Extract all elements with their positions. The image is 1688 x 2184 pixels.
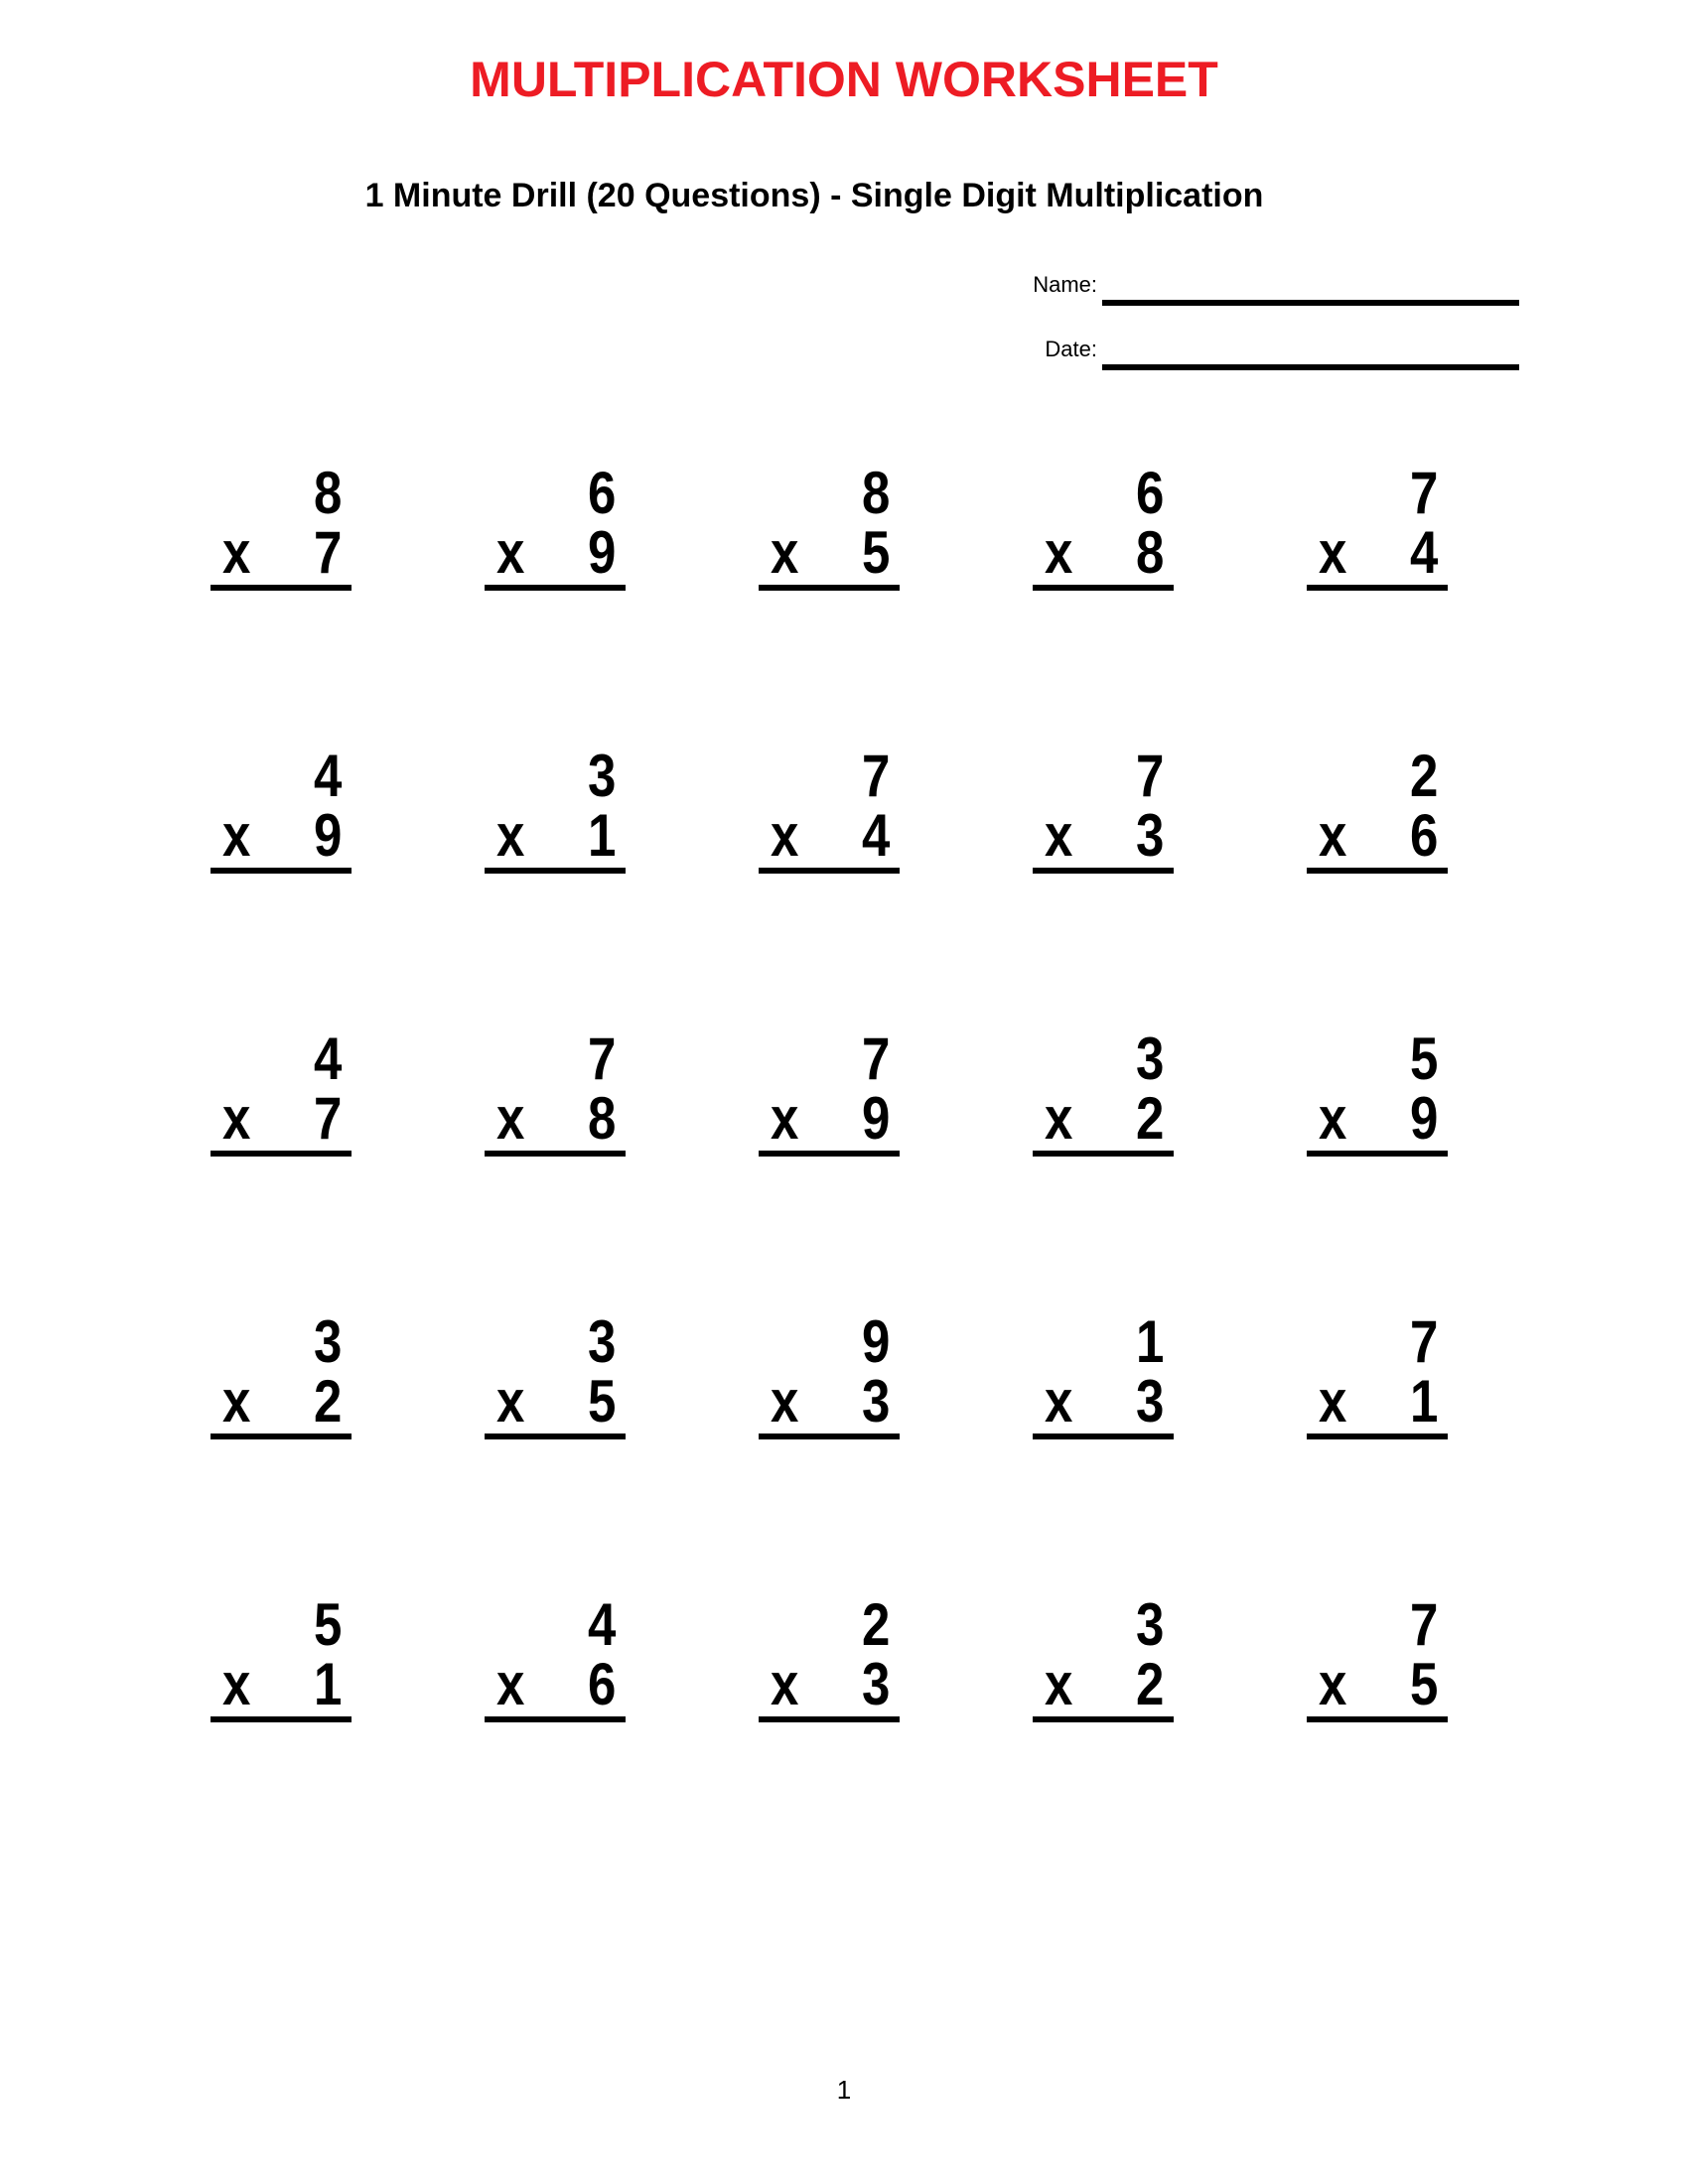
multiply-operator: x bbox=[496, 802, 525, 869]
multiplicand: 7 bbox=[1409, 1591, 1438, 1658]
multiplier: 9 bbox=[861, 1085, 890, 1152]
date-input-line bbox=[1102, 364, 1519, 370]
multiplier: 6 bbox=[587, 1651, 616, 1717]
multiply-operator: x bbox=[771, 1085, 799, 1152]
multiplier: 3 bbox=[861, 1368, 890, 1434]
multiply-operator: x bbox=[771, 1368, 799, 1434]
problem-cell bbox=[759, 1591, 900, 1722]
multiply-operator: x bbox=[1319, 519, 1347, 586]
multiplicand: 3 bbox=[587, 1308, 616, 1375]
multiplicand: 7 bbox=[861, 1025, 890, 1092]
multiplicand: 3 bbox=[587, 743, 616, 809]
multiplicand: 1 bbox=[1135, 1308, 1164, 1375]
multiplier: 9 bbox=[313, 802, 342, 869]
problem-cell bbox=[1307, 743, 1448, 874]
multiplicand: 2 bbox=[1409, 743, 1438, 809]
multiplier: 3 bbox=[1135, 802, 1164, 869]
multiplier: 8 bbox=[587, 1085, 616, 1152]
multiplier: 7 bbox=[313, 519, 342, 586]
problem-cell bbox=[1307, 1591, 1448, 1722]
problem-row bbox=[144, 1308, 1514, 1439]
multiply-operator: x bbox=[1045, 1651, 1073, 1717]
problem-cell bbox=[1307, 1308, 1448, 1439]
problem-cell bbox=[1307, 1025, 1448, 1157]
multiplier: 2 bbox=[313, 1368, 342, 1434]
multiply-operator: x bbox=[496, 1085, 525, 1152]
multiplier: 4 bbox=[861, 802, 890, 869]
multiplier: 1 bbox=[313, 1651, 342, 1717]
multiply-operator: x bbox=[496, 519, 525, 586]
multiplicand: 8 bbox=[861, 460, 890, 526]
problem-cell bbox=[1033, 460, 1174, 591]
multiplicand: 3 bbox=[1135, 1591, 1164, 1658]
multiply-operator: x bbox=[1319, 802, 1347, 869]
problem-cell bbox=[485, 1308, 626, 1439]
multiplier: 6 bbox=[1409, 802, 1438, 869]
problem-cell bbox=[1033, 743, 1174, 874]
multiplicand: 9 bbox=[861, 1308, 890, 1375]
problem-cell bbox=[759, 1025, 900, 1157]
multiply-operator: x bbox=[1045, 802, 1073, 869]
multiply-operator: x bbox=[496, 1651, 525, 1717]
name-input-line bbox=[1102, 300, 1519, 306]
multiplier: 3 bbox=[1135, 1368, 1164, 1434]
problem-cell bbox=[485, 1591, 626, 1722]
multiplicand: 5 bbox=[1409, 1025, 1438, 1092]
multiply-operator: x bbox=[222, 1368, 251, 1434]
problem-cell bbox=[759, 1308, 900, 1439]
multiplicand: 6 bbox=[587, 460, 616, 526]
multiplier: 8 bbox=[1135, 519, 1164, 586]
multiplicand: 7 bbox=[1135, 743, 1164, 809]
name-label: Name: bbox=[1033, 272, 1097, 297]
problem-cell bbox=[211, 460, 352, 591]
date-label: Date: bbox=[1045, 337, 1097, 361]
multiplicand: 7 bbox=[861, 743, 890, 809]
multiplicand: 5 bbox=[313, 1591, 342, 1658]
problem-row bbox=[144, 743, 1514, 874]
problem-cell bbox=[1033, 1308, 1174, 1439]
multiply-operator: x bbox=[771, 519, 799, 586]
problem-cell bbox=[759, 743, 900, 874]
multiplier: 7 bbox=[313, 1085, 342, 1152]
multiplicand: 4 bbox=[587, 1591, 616, 1658]
multiplier: 4 bbox=[1409, 519, 1438, 586]
multiplier: 5 bbox=[861, 519, 890, 586]
page-number: 1 bbox=[836, 2075, 852, 2105]
multiplicand: 7 bbox=[1409, 460, 1438, 526]
problem-cell bbox=[1033, 1025, 1174, 1157]
multiply-operator: x bbox=[222, 802, 251, 869]
multiplicand: 7 bbox=[587, 1025, 616, 1092]
multiplier: 1 bbox=[587, 802, 616, 869]
multiplier: 9 bbox=[1409, 1085, 1438, 1152]
problem-cell bbox=[211, 743, 352, 874]
page-title: MULTIPLICATION WORKSHEET bbox=[470, 52, 1218, 107]
multiplicand: 3 bbox=[313, 1308, 342, 1375]
multiply-operator: x bbox=[222, 519, 251, 586]
multiplier: 3 bbox=[861, 1651, 890, 1717]
multiplier: 2 bbox=[1135, 1651, 1164, 1717]
multiply-operator: x bbox=[1045, 1368, 1073, 1434]
problem-cell bbox=[1033, 1591, 1174, 1722]
multiply-operator: x bbox=[771, 802, 799, 869]
problem-row bbox=[144, 1025, 1514, 1157]
multiply-operator: x bbox=[771, 1651, 799, 1717]
problem-cell bbox=[485, 743, 626, 874]
multiplicand: 2 bbox=[861, 1591, 890, 1658]
multiplicand: 7 bbox=[1409, 1308, 1438, 1375]
multiply-operator: x bbox=[1319, 1085, 1347, 1152]
problem-cell bbox=[211, 1308, 352, 1439]
multiply-operator: x bbox=[1319, 1368, 1347, 1434]
multiplier: 5 bbox=[587, 1368, 616, 1434]
problem-row bbox=[144, 1591, 1514, 1722]
multiplicand: 6 bbox=[1135, 460, 1164, 526]
multiplier: 5 bbox=[1409, 1651, 1438, 1717]
problem-cell bbox=[759, 460, 900, 591]
problem-cell bbox=[485, 1025, 626, 1157]
problem-row bbox=[144, 460, 1514, 591]
multiplicand: 4 bbox=[313, 1025, 342, 1092]
multiply-operator: x bbox=[1045, 519, 1073, 586]
multiplicand: 3 bbox=[1135, 1025, 1164, 1092]
multiplicand: 4 bbox=[313, 743, 342, 809]
problem-cell bbox=[211, 1591, 352, 1722]
multiplier: 9 bbox=[587, 519, 616, 586]
multiply-operator: x bbox=[1045, 1085, 1073, 1152]
page-subtitle: 1 Minute Drill (20 Questions) - Single Digit Multiplication bbox=[364, 177, 1264, 214]
multiply-operator: x bbox=[222, 1085, 251, 1152]
multiplicand: 8 bbox=[313, 460, 342, 526]
problem-cell bbox=[211, 1025, 352, 1157]
multiply-operator: x bbox=[222, 1651, 251, 1717]
problem-cell bbox=[485, 460, 626, 591]
multiplier: 1 bbox=[1409, 1368, 1438, 1434]
multiplier: 2 bbox=[1135, 1085, 1164, 1152]
problem-cell bbox=[1307, 460, 1448, 591]
multiply-operator: x bbox=[496, 1368, 525, 1434]
multiply-operator: x bbox=[1319, 1651, 1347, 1717]
